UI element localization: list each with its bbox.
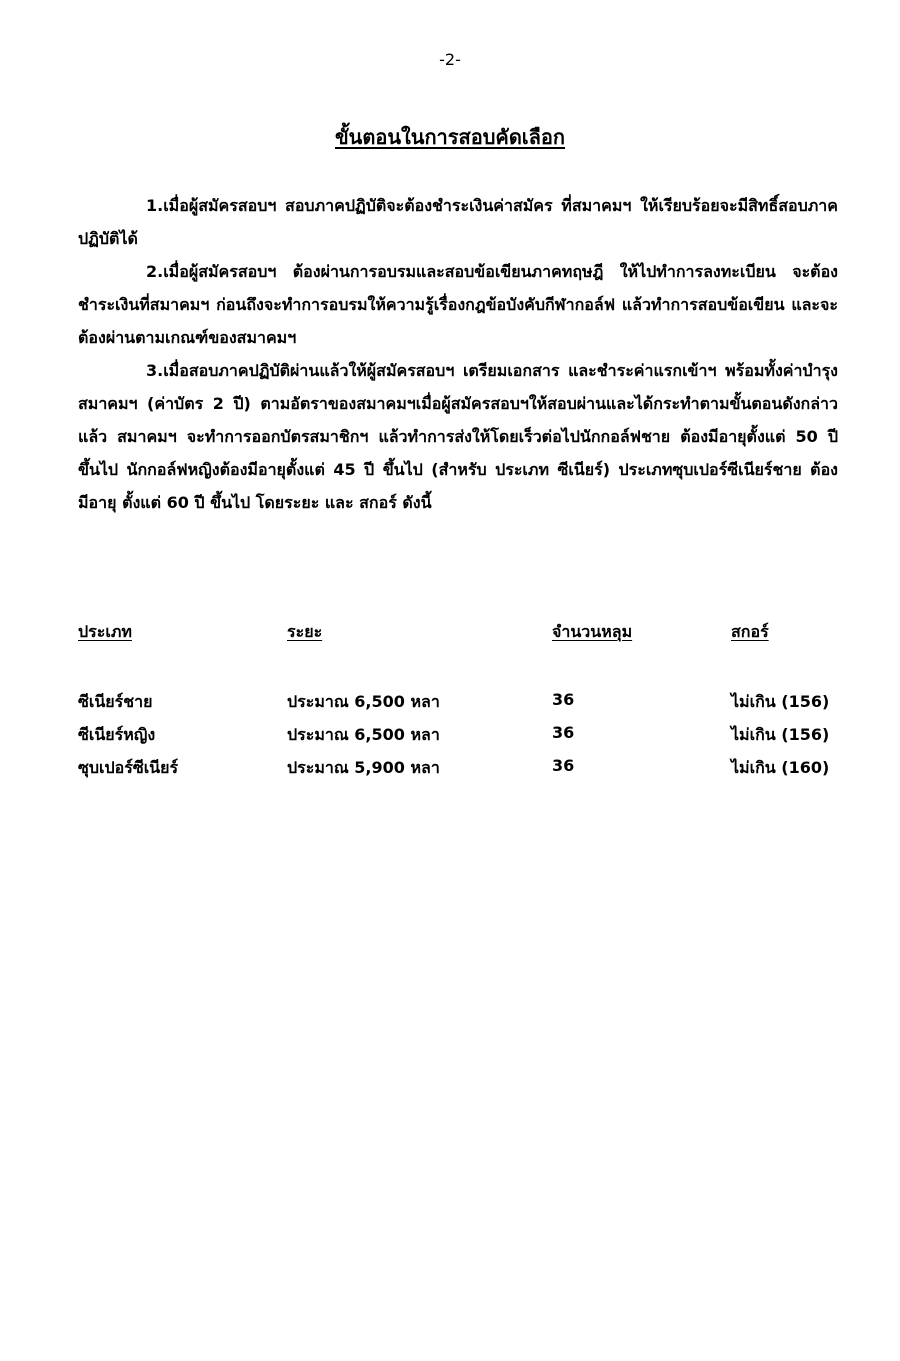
table-row xyxy=(78,756,858,789)
cell-holes: 36 xyxy=(552,756,575,775)
paragraph-2: 2.เมื่อผู้สมัครสอบฯ ต้องผ่านการอบรมและสอบข้อเขียนภาคทฤษฎี ให้ไปทำการลงทะเบียน จะต้องชำระเงินที่สมาคมฯ ก่อนถึงจะทำการอบรมให้ความรู้เรื่องกฎข้อบังคับกีฬากอล์ฟ แล้วทำการสอบข้อเขียน และจะต้องผ่านตามเกณฑ์ของสมาคมฯ xyxy=(78,262,838,347)
cell-category: ซุบเปอร์ซีเนียร์ xyxy=(78,758,179,777)
cell-category: ซีเนียร์หญิง xyxy=(78,725,156,744)
cell-holes: 36 xyxy=(552,723,575,742)
header-holes: จำนวนหลุม xyxy=(552,622,633,641)
cell-category: ซีเนียร์ชาย xyxy=(78,692,153,711)
page-title: ขั้นตอนในการสอบคัดเลือก xyxy=(334,125,566,149)
cell-holes: 36 xyxy=(552,690,575,709)
header-distance: ระยะ xyxy=(287,622,323,641)
document-body xyxy=(78,189,838,519)
paragraph-3: 3.เมื่อสอบภาคปฏิบัติผ่านแล้วให้ผู้สมัครสอบฯ เตรียมเอกสาร และชำระค่าแรกเข้าฯ พร้อมทั้งค่าบำรุงสมาคมฯ (ค่าบัตร 2 ปี) ตามอัตราของสมาคมฯเมื่อผู้สมัครสอบฯให้สอบผ่านและได้กระทำตามขั้นตอนดังกล่าวแล้ว สมาคมฯ จะทำการออกบัตรสมาชิกฯ แล้วทำการส่งให้โดยเร็วต่อไปนักกอล์ฟชาย ต้องมีอายุตั้งแต่ 50 ปี ขึ้นไป นักกอล์ฟหญิงต้องมีอายุตั้งแต่ 45 ปี ขึ้นไป (สำหรับ ประเภท ซีเนียร์) ประเภทซุบเปอร์ซีเนียร์ชาย ต้องมีอายุ ตั้งแต่ 60 ปี ขึ้นไป โดยระยะ และ สกอร์ ดังนี้ xyxy=(78,361,838,512)
table-row xyxy=(78,723,858,756)
cell-distance: ประมาณ 5,900 หลา xyxy=(287,758,440,777)
header-score: สกอร์ xyxy=(731,622,769,641)
requirements-table xyxy=(78,620,858,789)
page-number: -2- xyxy=(439,50,461,69)
cell-score: ไม่เกิน (156) xyxy=(731,692,830,711)
header-category: ประเภท xyxy=(78,622,132,641)
cell-score: ไม่เกิน (160) xyxy=(731,758,830,777)
paragraph-1: 1.เมื่อผู้สมัครสอบฯ สอบภาคปฏิบัติจะต้องชำระเงินค่าสมัคร ที่สมาคมฯ ให้เรียบร้อยจะมีสิทธิ์สอบภาคปฏิบัติได้ xyxy=(78,196,838,248)
cell-score: ไม่เกิน (156) xyxy=(731,725,830,744)
table-header-row xyxy=(78,620,858,690)
cell-distance: ประมาณ 6,500 หลา xyxy=(287,692,440,711)
cell-distance: ประมาณ 6,500 หลา xyxy=(287,725,440,744)
table-row xyxy=(78,690,858,723)
